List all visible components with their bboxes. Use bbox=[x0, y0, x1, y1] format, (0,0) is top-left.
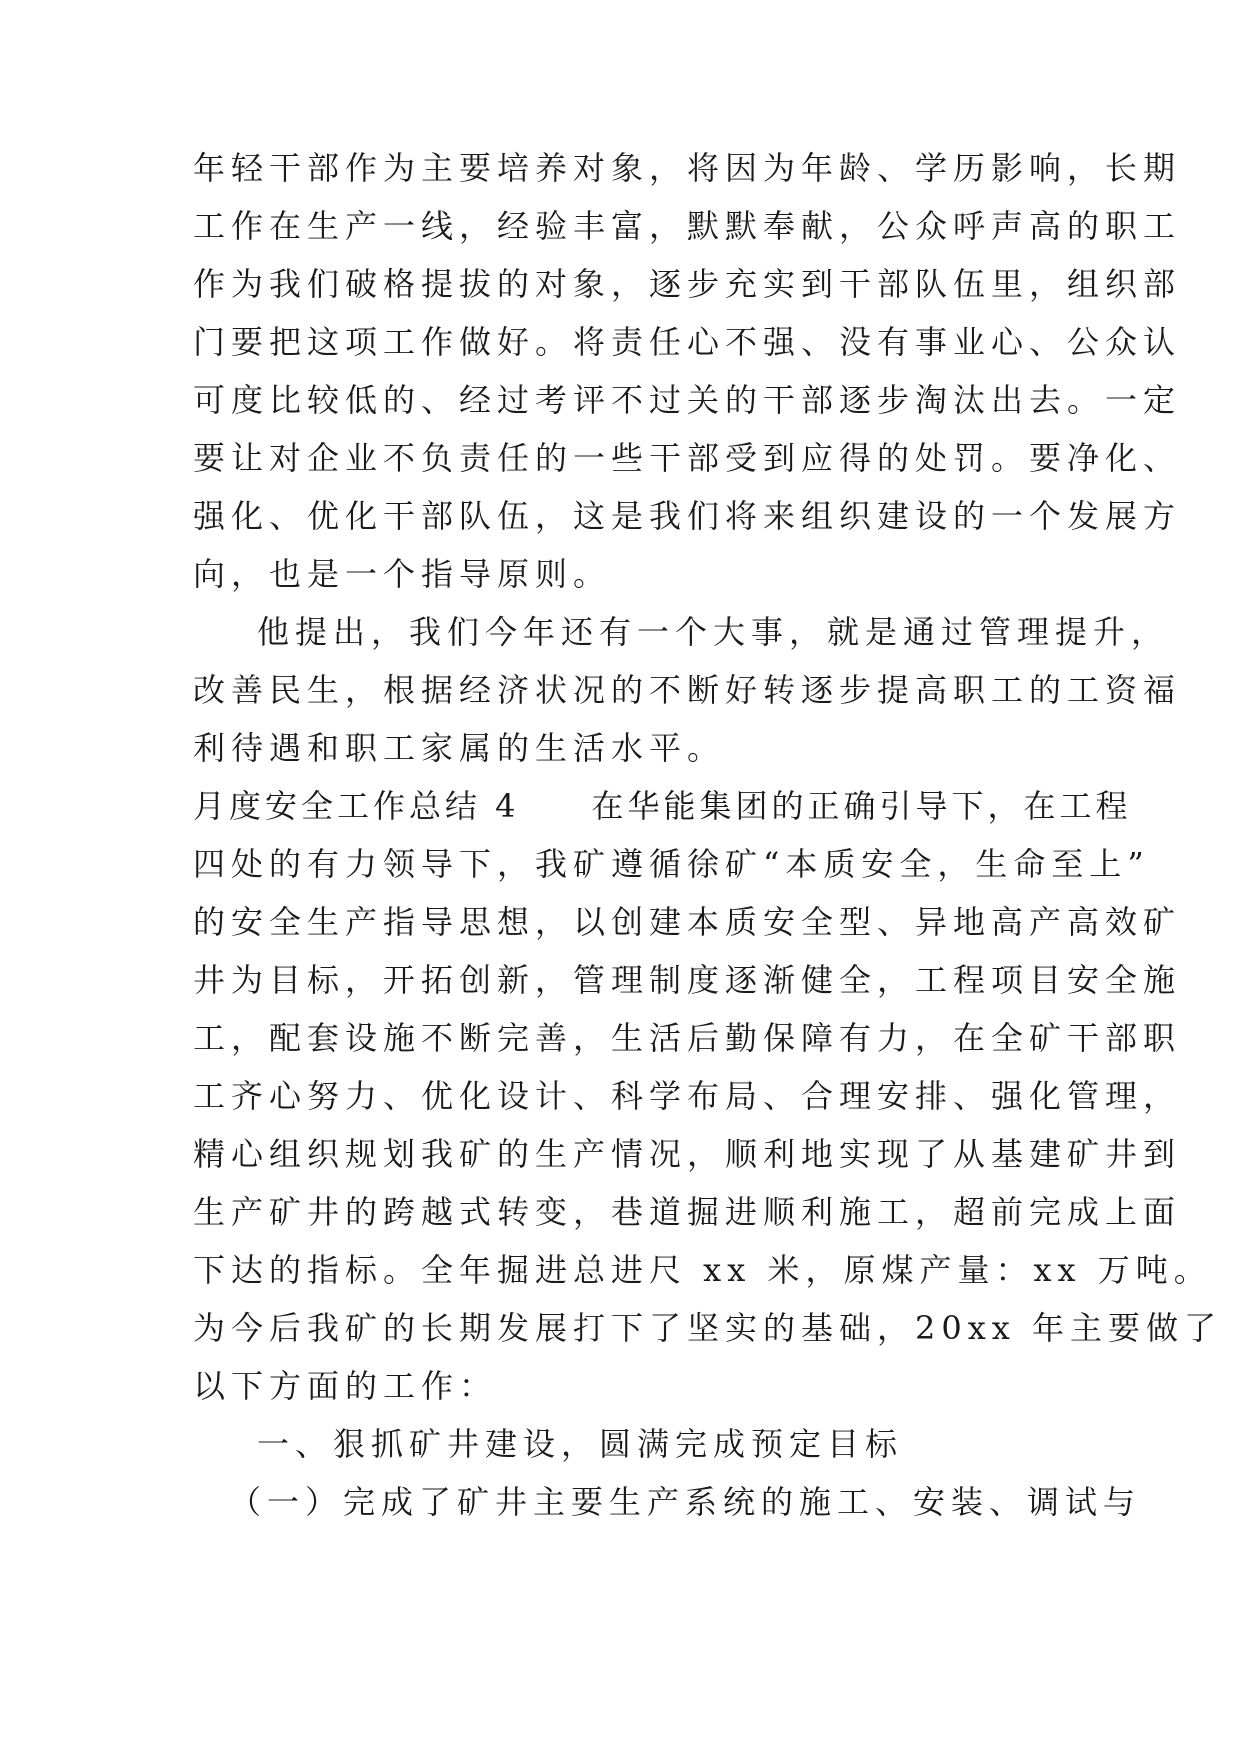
paragraph-line: 下达的指标。全年掘进总进尺 xx 米，原煤产量：xx 万吨。 bbox=[193, 1251, 1212, 1289]
paragraph-line: 要让对企业不负责任的一些干部受到应得的处罚。要净化、 bbox=[193, 439, 1182, 477]
paragraph-line: 生产矿井的跨越式转变，巷道掘进顺利施工，超前完成上面 bbox=[193, 1193, 1182, 1231]
paragraph-line: 门要把这项工作做好。将责任心不强、没有事业心、公众认 bbox=[193, 323, 1182, 361]
paragraph-line: 改善民生，根据经济状况的不断好转逐步提高职工的工资福 bbox=[193, 671, 1182, 709]
paragraph-line: 工，配套设施不断完善，生活后勤保障有力，在全矿干部职 bbox=[193, 1019, 1182, 1057]
paragraph-line: 四处的有力领导下，我矿遵循徐矿“本质安全，生命至上” bbox=[193, 845, 1150, 883]
subsection-heading: （一）完成了矿井主要生产系统的施工、安装、调试与 bbox=[229, 1483, 1142, 1521]
paragraph-line: 工齐心努力、优化设计、科学布局、合理安排、强化管理， bbox=[193, 1077, 1182, 1115]
paragraph-line: 月度安全工作总结 4 在华能集团的正确引导下，在工程 bbox=[193, 787, 1132, 825]
section-heading: 一、狠抓矿井建设，圆满完成预定目标 bbox=[257, 1425, 904, 1463]
paragraph-line: 可度比较低的、经过考评不过关的干部逐步淘汰出去。一定 bbox=[193, 381, 1182, 419]
paragraph-line: 井为目标，开拓创新，管理制度逐渐健全，工程项目安全施 bbox=[193, 961, 1182, 999]
paragraph-line: 作为我们破格提拔的对象，逐步充实到干部队伍里，组织部 bbox=[193, 265, 1182, 303]
paragraph-line: 工作在生产一线，经验丰富，默默奉献，公众呼声高的职工 bbox=[193, 207, 1182, 245]
paragraph-line: 他提出，我们今年还有一个大事，就是通过管理提升， bbox=[257, 613, 1170, 651]
paragraph-line: 为今后我矿的长期发展打下了坚实的基础，20xx 年主要做了 bbox=[193, 1309, 1222, 1347]
paragraph-line: 向，也是一个指导原则。 bbox=[193, 555, 612, 593]
paragraph-line: 强化、优化干部队伍，这是我们将来组织建设的一个发展方 bbox=[193, 497, 1182, 535]
paragraph-line: 年轻干部作为主要培养对象，将因为年龄、学历影响，长期 bbox=[193, 149, 1182, 187]
paragraph-line: 的安全生产指导思想，以创建本质安全型、异地高产高效矿 bbox=[193, 903, 1182, 941]
paragraph-line: 以下方面的工作： bbox=[193, 1367, 498, 1405]
paragraph-line: 精心组织规划我矿的生产情况，顺利地实现了从基建矿井到 bbox=[193, 1135, 1182, 1173]
paragraph-line: 利待遇和职工家属的生活水平。 bbox=[193, 729, 726, 767]
